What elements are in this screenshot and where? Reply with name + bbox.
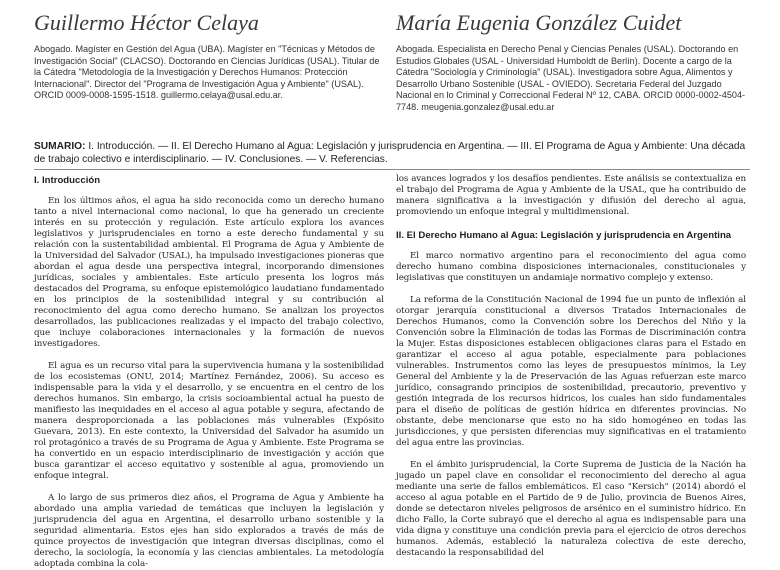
- body-paragraph: En los últimos años, el agua ha sido reconocida como un derecho humano tanto a nivel internacional como nacional, lo que ha generado un creciente interés en su protección y regulación. Este artículo explora los avances legislativos y jurisprudenciales en torno a este derecho fundamental y su relación con la sustentabilidad ambiental. El Programa de Agua y Ambiente de la Universidad del Salvador (USAL), ha impulsado investigaciones pioneras que abordan el agua desde una perspectiva integral, incorporando dimensiones jurídicas, sociales y ambientales. Este artículo presenta los logros más destacados del Programa, su enfoque epistemológico laudatiano fundamentado en los principios de la sostenibilidad integral y su contribución al reconocimiento del agua como derecho humano. Se analizan los proyectos desarrollados, las publicaciones realizadas y el impacto del trabajo colectivo, que incluye colaboraciones internacionales y la formación de nuevos investigadores.: [34, 196, 384, 349]
- author-block-gonzalez-cuidet: [396, 11, 746, 114]
- body-paragraph: A lo largo de sus primeros diez años, el Programa de Agua y Ambiente ha abordado una amplia variedad de temáticas que incluyen la legislación y jurisprudencia del agua en Argentina, el desarrollo urbano sostenible y la seguridad alimentaria. Estos ejes han sido explorados a través de más de quince proyectos de investigación que integran diversas disciplinas, como el derecho, la sociología, la economía y las ciencias ambientales. La metodología adoptada combina la cola-: [34, 493, 384, 569]
- left-column: [34, 174, 384, 570]
- section-heading-introduction: I. Introducción: [34, 175, 101, 186]
- body-paragraph: El marco normativo argentino para el reconocimiento del agua como derecho humano combina disposiciones internacionales, constitucionales y legislativas que constituyen un andamiaje normativo complejo y extenso.: [396, 251, 746, 283]
- article-summary: [34, 140, 750, 167]
- summary-divider: [34, 169, 750, 170]
- body-paragraph: En el ámbito jurisprudencial, la Corte Suprema de Justicia de la Nación ha jugado un papel clave en consolidar el reconocimiento del derecho al agua mediante una serie de fallos emblemáticos. El caso "Kersich" (2014) abordó el acceso al agua potable en el Partido de 9 de Julio, provincia de Buenos Aires, donde se detectaron niveles peligrosos de arsénico en el suministro hídrico. En dicho Fallo, la Corte subrayó que el derecho al agua es indispensable para una vida digna y constituye una condición previa para el ejercicio de otros derechos humanos. Además, estableció la naturaleza colectiva de este derecho, destacando la responsabilidad del: [396, 460, 746, 558]
- right-column: [396, 174, 746, 559]
- body-paragraph: La reforma de la Constitución Nacional de 1994 fue un punto de inflexión al otorgar jerarquía constitucional a diversos Tratados Internacionales de Derechos Humanos, como la Convención sobre los Derechos del Niño y la Convención sobre la Eliminación de todas las Formas de Discriminación contra la Mujer. Estas disposiciones establecen obligaciones claras para el Estado en garantizar el acceso al agua potable, especialmente para poblaciones vulnerables. Instrumentos como las leyes de presupuestos mínimos, la Ley General del Ambiente y la de Preservación de las Aguas refuerzan este marco jurídico, consagrando principios de sostenibilidad, precautorio, preventivo y gestión integrada de los recursos hídricos, los cuales han sido fundamentales para el diseño de políticas de gestión hídrica en diferentes provincias. No obstante, debe mencionarse que esto no ha sido homogéneo en todas las jurisdicciones, y que persisten diferencias muy significativas en el tratamiento del agua entre las provincias.: [396, 295, 746, 448]
- author-name: Guillermo Héctor Celaya: [34, 10, 259, 35]
- body-paragraph-continued: los avances logrados y los desafíos pendientes. Este análisis se contextualiza en el trabajo del Programa de Agua y Ambiente de la USAL, que ha contribuido de manera significativa a la investigación y difusión del derecho al agua, promoviendo un enfoque integral y multidimensional.: [396, 174, 746, 217]
- section-heading-derecho-humano-agua: II. El Derecho Humano al Agua: Legislación y jurisprudencia en Argentina: [396, 230, 732, 241]
- summary-text: I. Introducción. — II. El Derecho Humano al Agua: Legislación y jurisprudencia en Argentina. — III. El Programa de Agua y Ambiente: Una década de trabajo colectivo e interdisciplinario. — IV. Conclusiones. — V. Referencias.: [34, 141, 746, 166]
- summary-label: SUMARIO:: [34, 141, 86, 152]
- body-paragraph: El agua es un recurso vital para la supervivencia humana y la sostenibilidad de los ecosistemas (ONU, 2014; Martínez Fernández, 2006). Su acceso es indispensable para la vida y el desarrollo, y se encuentra en el centro de los derechos humanos. Sin embargo, la crisis socioambiental actual ha puesto de manifiesto las inequidades en el acceso al agua potable y segura, afectando de manera desproporcionada a las poblaciones más vulnerables (Expósito Guevara, 2013). En este contexto, la Universidad del Salvador ha asumido un rol protagónico a través de su Programa de Agua y Ambiente. Este Programa se ha convertido en un espacio interdisciplinario de investigación y acción que busca garantizar el acceso equitativo y sostenible al agua, promoviendo un enfoque integral.: [34, 361, 384, 481]
- author-block-celaya: [34, 11, 384, 102]
- author-name: María Eugenia González Cuidet: [396, 10, 682, 35]
- author-bio: Abogada. Especialista en Derecho Penal y Ciencias Penales (USAL). Doctorando en Estudios Globales (USAL - Universidad Humboldt de Berlín). Docente a cargo de la Cátedra "Sociología y Criminología" (USAL). Investigadora sobre Agua, Alimentos y Desarrollo Urbano Sostenible (USAL - OVIEDO). Secretaria Federal del Juzgado Nacional en lo Criminal y Correccional Federal Nº 12, CABA. ORCID 0000-0002-4504-7748. meugenia.gonzalez@usal.edu.ar: [396, 44, 746, 112]
- author-bio: Abogado. Magíster en Gestión del Agua (UBA). Magíster en "Técnicas y Métodos de Investigación Social" (CLACSO). Doctorando en Ciencias Jurídicas (USAL). Titular de la Cátedra "Metodología de la Investigación y Derechos Humanos: Protección Internacional". Director del "Programa de Investigación Agua y Ambiente" (USAL). ORCID 0009-0008-1595-1518. guillermo.celaya@usal.edu.ar.: [34, 44, 380, 101]
